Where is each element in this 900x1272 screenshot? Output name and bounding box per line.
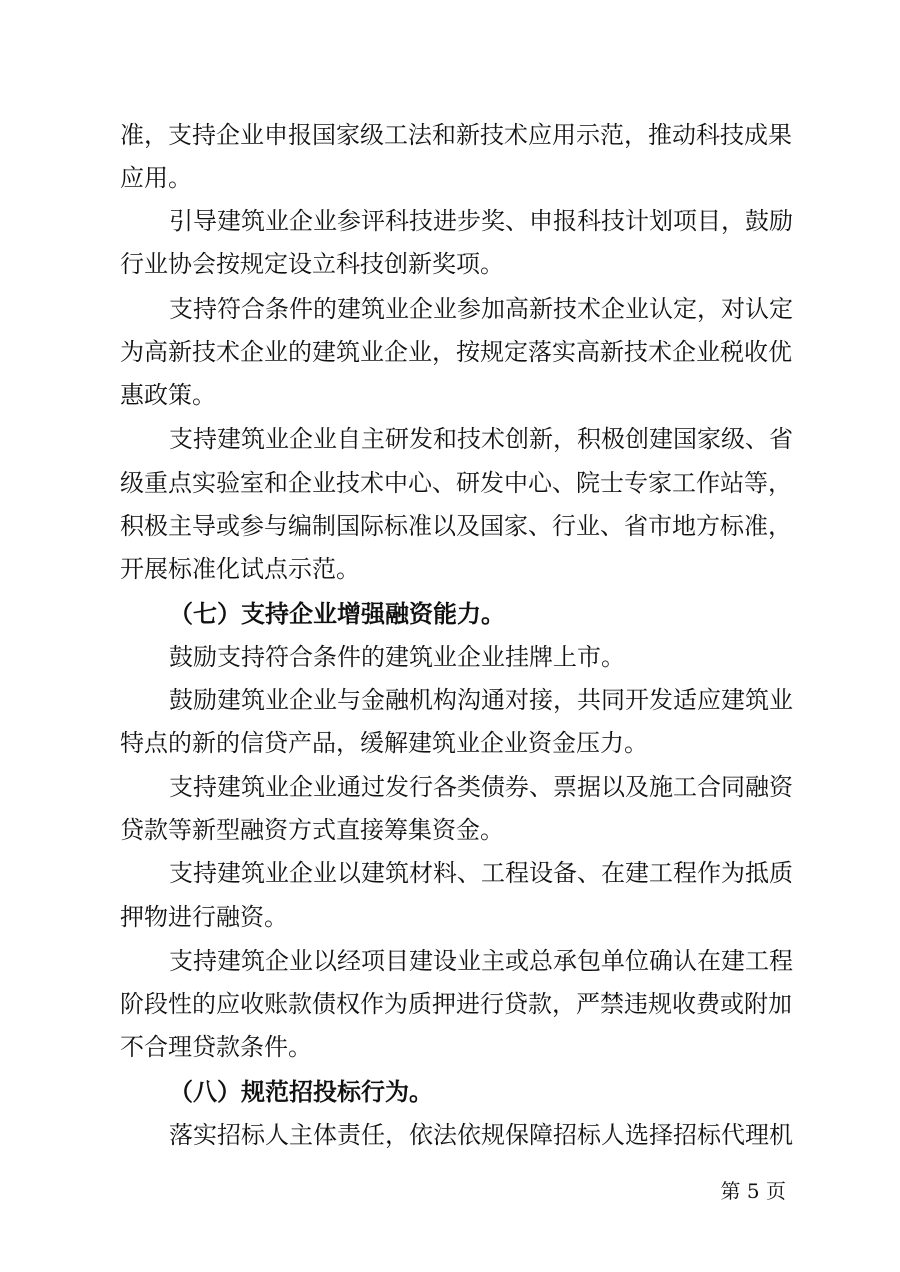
body-text-line: 支持建筑业企业通过发行各类债券、票据以及施工合同融资 — [169, 773, 793, 801]
body-text-line: 为高新技术企业的建筑业企业，按规定落实高新技术企业税收优 — [120, 338, 792, 366]
body-text-line: 支持符合条件的建筑业企业参加高新技术企业认定，对认定 — [169, 295, 793, 323]
body-text-line: 鼓励支持符合条件的建筑业企业挂牌上市。 — [169, 643, 625, 671]
body-text-line: 落实招标人主体责任，依法依规保障招标人选择招标代理机 — [169, 1121, 793, 1149]
body-text-line: 积极主导或参与编制国际标准以及国家、行业、省市地方标准， — [120, 512, 792, 540]
body-text-line: 引导建筑业企业参评科技进步奖、申报科技计划项目，鼓励 — [169, 207, 793, 235]
body-text-line: 特点的新的信贷产品，缓解建筑业企业资金压力。 — [120, 729, 648, 757]
section-heading: （八）规范招投标行为。 — [169, 1077, 433, 1106]
body-text-line: 级重点实验室和企业技术中心、研发中心、院士专家工作站等， — [120, 469, 792, 497]
body-text-line: 应用。 — [120, 164, 192, 192]
body-text-line: 开展标准化试点示范。 — [120, 555, 360, 583]
body-text-line: 准，支持企业申报国家级工法和新技术应用示范，推动科技成果 — [120, 121, 792, 149]
body-text-line: 行业协会按规定设立科技创新奖项。 — [120, 250, 504, 278]
body-text-line: 惠政策。 — [120, 381, 216, 409]
body-text-line: 支持建筑业企业自主研发和技术创新，积极创建国家级、省 — [169, 425, 793, 453]
body-text-line: 贷款等新型融资方式直接筹集资金。 — [120, 816, 504, 844]
page-number: 第 5 页 — [720, 1179, 786, 1203]
section-heading: （七）支持企业增强融资能力。 — [169, 599, 505, 628]
body-text-line: 押物进行融资。 — [120, 903, 288, 931]
body-text-line: 鼓励建筑业企业与金融机构沟通对接，共同开发适应建筑业 — [169, 686, 793, 714]
body-text-line: 支持建筑业企业以建筑材料、工程设备、在建工程作为抵质 — [169, 859, 793, 887]
body-text-line: 不合理贷款条件。 — [120, 1033, 312, 1061]
body-text-line: 阶段性的应收账款债权作为质押进行贷款，严禁违规收费或附加 — [120, 990, 792, 1018]
body-text-line: 支持建筑企业以经项目建设业主或总承包单位确认在建工程 — [169, 947, 793, 975]
